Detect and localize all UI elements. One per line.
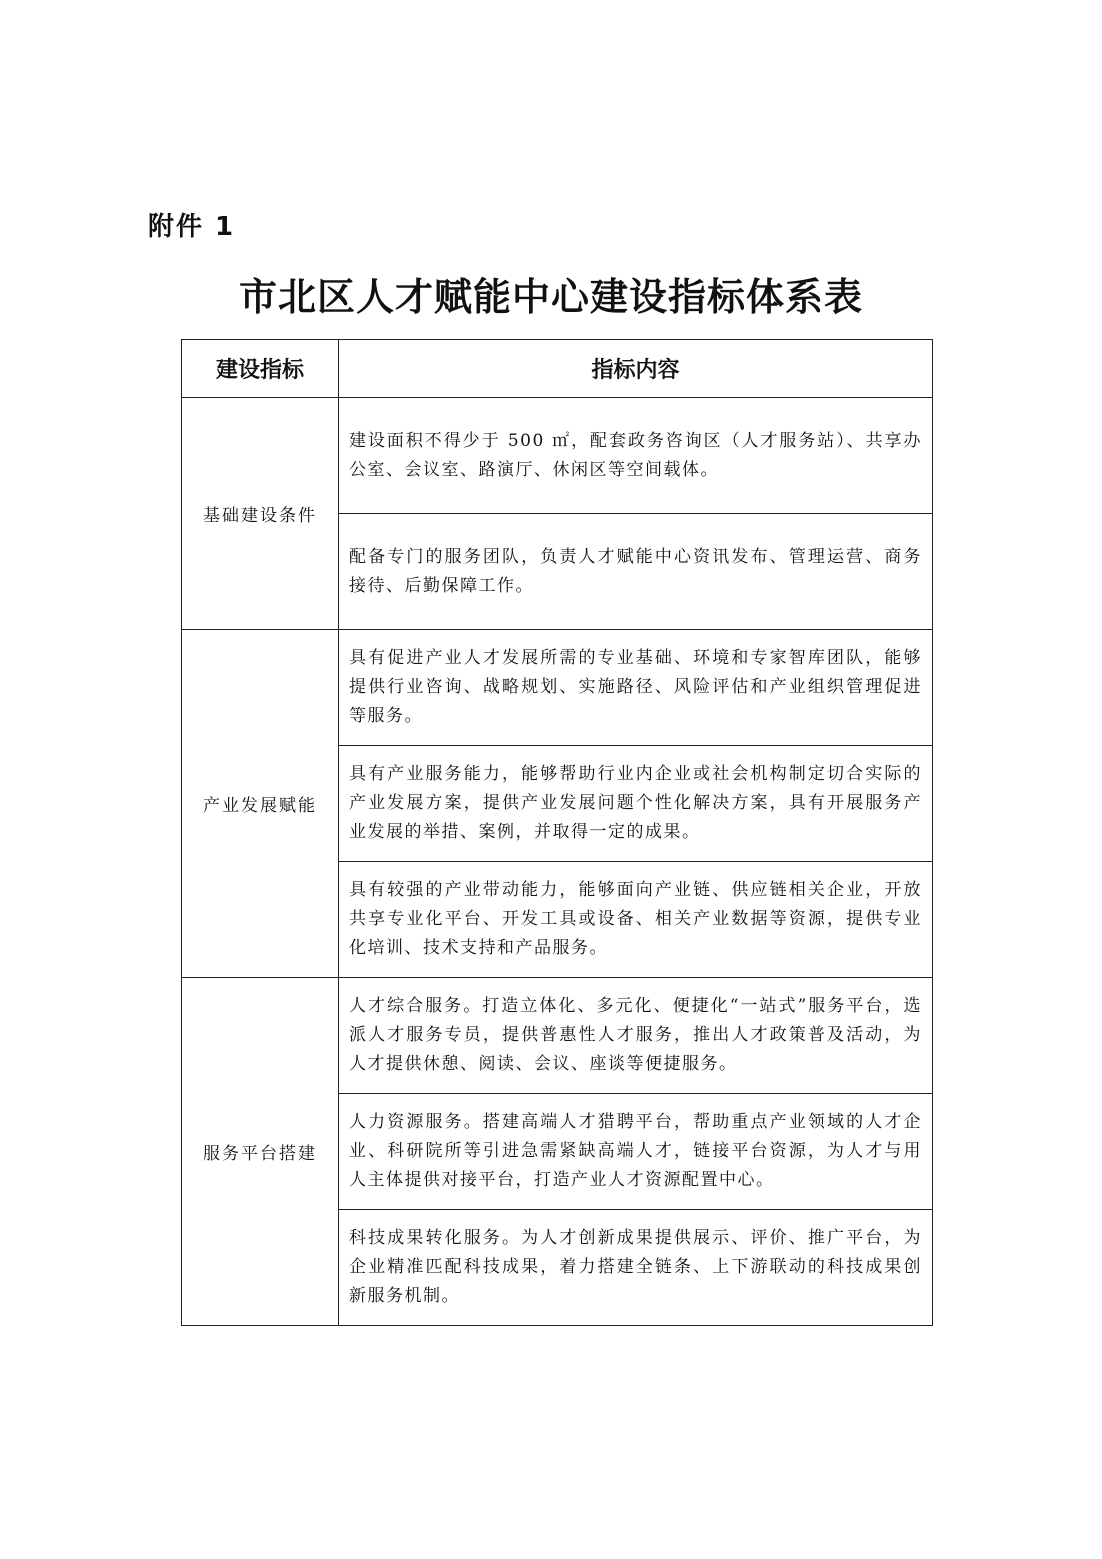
- table-row: [182, 398, 933, 514]
- category-cell-industry: 产业发展赋能: [182, 630, 339, 978]
- content-cell: 具有促进产业人才发展所需的专业基础、环境和专家智库团队，能够提供行业咨询、战略规划、实施路径、风险评估和产业组织管理促进等服务。: [339, 630, 933, 746]
- document-title: 市北区人才赋能中心建设指标体系表: [238, 274, 863, 319]
- content-cell: 具有较强的产业带动能力，能够面向产业链、供应链相关企业，开放共享专业化平台、开发工具或设备、相关产业数据等资源，提供专业化培训、技术支持和产品服务。: [339, 862, 933, 978]
- attachment-label: 附件 1: [148, 212, 236, 242]
- table-row: [182, 978, 933, 1094]
- content-cell: 配备专门的服务团队，负责人才赋能中心资讯发布、管理运营、商务接待、后勤保障工作。: [339, 514, 933, 630]
- content-cell: 科技成果转化服务。为人才创新成果提供展示、评价、推广平台，为企业精准匹配科技成果，着力搭建全链条、上下游联动的科技成果创新服务机制。: [339, 1210, 933, 1326]
- category-cell-service-platform: 服务平台搭建: [182, 978, 339, 1326]
- table-header-row: [182, 340, 933, 398]
- content-cell: 具有产业服务能力，能够帮助行业内企业或社会机构制定切合实际的产业发展方案，提供产业发展问题个性化解决方案，具有开展服务产业发展的举措、案例，并取得一定的成果。: [339, 746, 933, 862]
- category-cell-infrastructure: 基础建设条件: [182, 398, 339, 630]
- indicator-table: [181, 339, 933, 1326]
- content-cell: 人力资源服务。搭建高端人才猎聘平台，帮助重点产业领域的人才企业、科研院所等引进急需紧缺高端人才，链接平台资源，为人才与用人主体提供对接平台，打造产业人才资源配置中心。: [339, 1094, 933, 1210]
- column-header-content: 指标内容: [339, 340, 933, 398]
- content-cell: 人才综合服务。打造立体化、多元化、便捷化“一站式”服务平台，选派人才服务专员，提供普惠性人才服务，推出人才政策普及活动，为人才提供休憩、阅读、会议、座谈等便捷服务。: [339, 978, 933, 1094]
- content-cell: 建设面积不得少于 500 ㎡，配套政务咨询区（人才服务站）、共享办公室、会议室、路演厅、休闲区等空间载体。: [339, 398, 933, 514]
- column-header-indicator: 建设指标: [182, 340, 339, 398]
- table-row: [182, 630, 933, 746]
